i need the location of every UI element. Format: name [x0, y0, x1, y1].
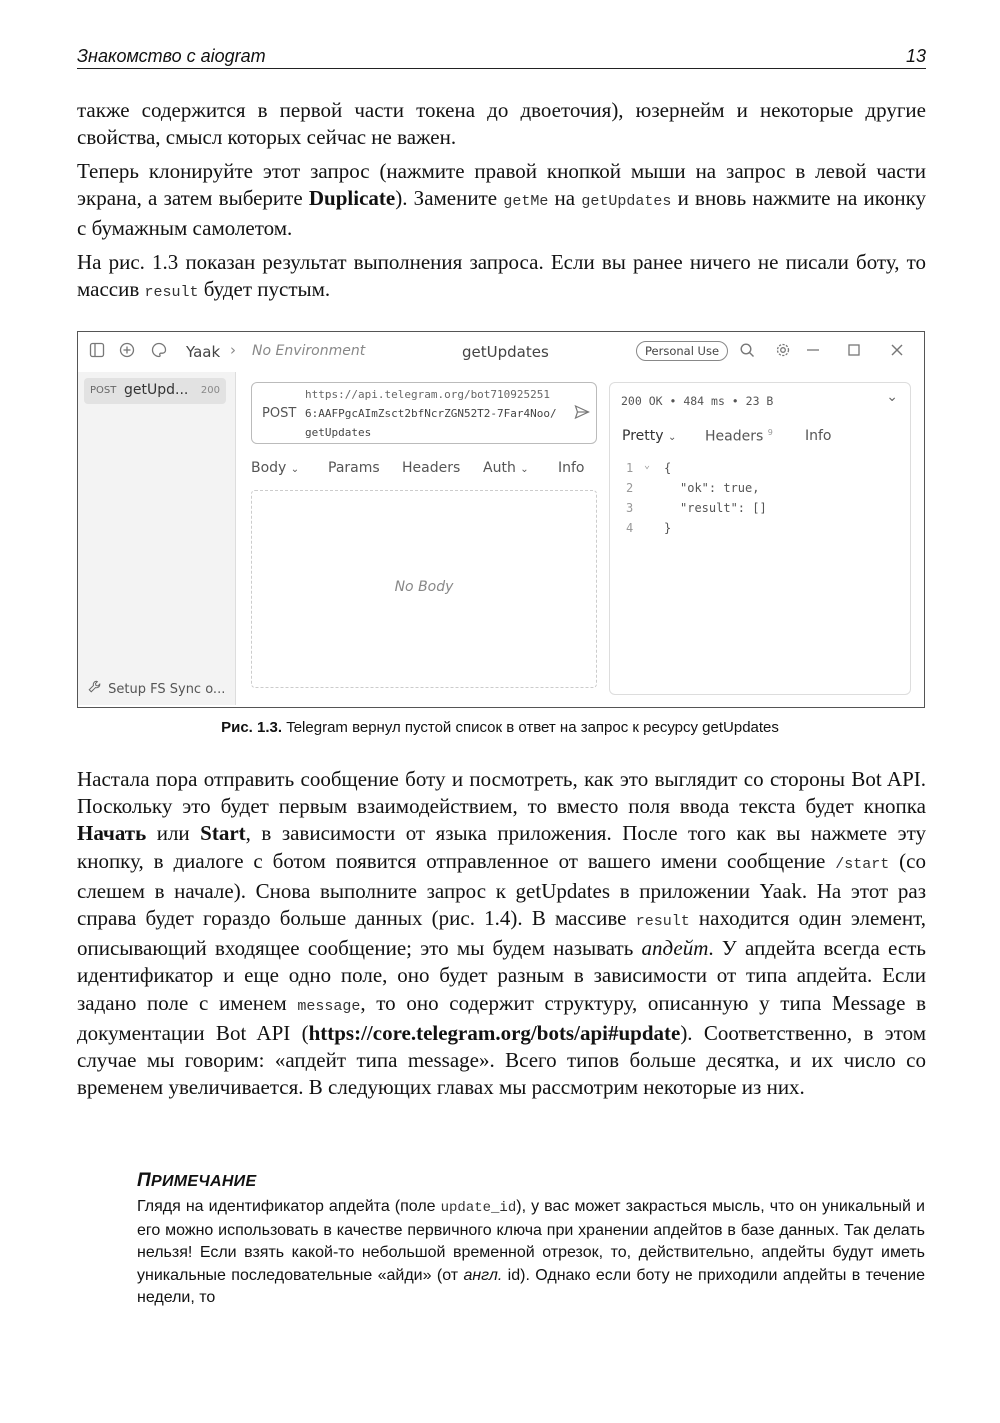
response-size: 23 B [745, 394, 774, 408]
line-number: 4 [626, 521, 634, 535]
tab-info[interactable]: Info [558, 460, 585, 476]
code-line: } [664, 521, 672, 535]
sidebar [78, 372, 236, 705]
tab-headers[interactable]: Headers [402, 460, 461, 476]
sidebar-request-item[interactable] [84, 378, 226, 404]
line-number: 1 [626, 461, 634, 475]
tab-response-headers[interactable]: Headers $^9$ [705, 428, 773, 445]
response-panel [609, 382, 911, 695]
tab-params[interactable]: Params [328, 460, 380, 476]
chevron-right-icon: › [230, 341, 236, 359]
minimize-icon[interactable] [804, 342, 822, 360]
url-line-3: getUpdates [305, 426, 372, 439]
palette-icon[interactable] [150, 342, 168, 360]
sidebar-toggle-icon[interactable] [88, 342, 106, 360]
request-name: getUpd... [124, 382, 189, 398]
code-line: { [664, 461, 672, 475]
chevron-down-icon: ⌄ [290, 464, 300, 475]
add-icon[interactable] [118, 342, 136, 360]
line-number: 2 [626, 481, 634, 495]
paragraph-1: также содержится в первой части токена до двоеточия), юзернейм и некоторые другие свойства, смысл которых сейчас не важен. [77, 98, 926, 150]
running-title: Знакомство с aiogram [77, 46, 266, 66]
headers-count: 9 [767, 428, 773, 437]
close-icon[interactable] [888, 342, 906, 360]
environment-selector[interactable]: No Environment [252, 343, 366, 359]
figure-yaak-screenshot [77, 331, 925, 708]
paragraph-4: Настала пора отправить сообщение боту и посмотреть, как это выглядит со стороны Bot API. Поскольку это будет первым взаимодействием, то вместо поля ввода текста будет кнопка Начать или Start, в зависимости от языка приложения. После того как вы нажмете эту кнопку, в диалоге с ботом появится отправленное от вашего имени сообщение /start (со слешем в начале). Снова выполните запрос к getUpdates в приложении Yaak. На этот раз справа будет гораздо больше данных (рис. 1.4). В массиве result находится один элемент, описывающий входящее сообщение; это мы будем называть апдейт. У апдейта всегда есть идентификатор и еще одно поле, оно будет разным в зависимости от типа апдейта. Если задано поле с именем message, то оно содержит структуру, описанную у типа Message в документации Bot API (https://core.telegram.org/bots/api#update). Соответственно, в этом случае мы говорим: «апдейт типа message». Всего типов больше десятка, и их число со временем увеличивается. В следующих главах мы рассмотрим некоторые из них. [77, 767, 926, 1100]
code-line: "ok": true, [680, 481, 760, 495]
url-line-2: 6:AAFPgcAImZsct2bfNcrZGN52T2-7Far4Noo/ [305, 407, 557, 420]
note-text: Глядя на идентификатор апдейта (поле update_id), у вас может закрасться мысль, что он уникальный и его можно использовать в качестве первичного ключа при хранении апдейтов в базе данных. Так делать нельзя! Если взять какой-то небольшой временной отрезок, то, действительно, апдейты будут иметь уникальные последовательные «айди» (от англ. id). Однако если боту не приходили апдейты в течение недели, то [137, 1198, 926, 1306]
url-input[interactable] [251, 382, 597, 444]
search-icon[interactable] [738, 342, 756, 360]
setup-fs-sync-label: Setup FS Sync o... [108, 682, 226, 697]
page-number: 13 [905, 46, 926, 66]
request-status: 200 [200, 385, 220, 396]
response-time: 484 ms [683, 394, 725, 408]
no-body-label: No Body [394, 579, 454, 595]
paragraph-2: Теперь клонируйте этот запрос (нажмите правой кнопкой мыши на запрос в левой части экрана, а затем выберите Duplicate). Замените getMe на getUpdates и вновь нажмите на иконку с бумажным самолетом. [77, 159, 926, 241]
setup-fs-sync[interactable] [88, 680, 225, 697]
caption-label: Рис. 1.3. [221, 719, 283, 736]
chevron-down-icon: ⌄ [667, 432, 677, 443]
title-bar [78, 332, 924, 372]
personal-use-badge[interactable]: Personal Use [636, 341, 728, 361]
url-method[interactable]: POST [262, 406, 297, 421]
response-status-line: 200 OK • 484 ms • 23 B [621, 394, 774, 408]
send-icon[interactable] [574, 404, 590, 424]
paragraph-3: На рис. 1.3 показан результат выполнения запроса. Если вы ранее ничего не писали боту, то массив result будет пустым. [77, 250, 926, 302]
url-line-1: https://api.telegram.org/bot710925251 [305, 388, 551, 401]
running-header [77, 44, 926, 69]
caption-text: Telegram вернул пустой список в ответ на запрос к ресурсу getUpdates [282, 719, 779, 736]
request-title: getUpdates [462, 343, 549, 361]
response-status: 200 OK [621, 394, 663, 408]
code-line: "result": [] [680, 501, 767, 515]
maximize-icon[interactable] [845, 342, 863, 360]
wrench-icon [88, 680, 104, 697]
tab-body[interactable]: Body ⌄ [251, 460, 300, 476]
figure-caption [0, 719, 1000, 736]
line-number: 3 [626, 501, 634, 515]
gear-icon[interactable] [774, 342, 792, 360]
chevron-down-icon[interactable]: ⌄ [886, 389, 898, 405]
tab-auth[interactable]: Auth ⌄ [483, 460, 529, 476]
tab-response-info[interactable]: Info [805, 428, 832, 444]
fold-chevron-icon[interactable]: ⌄ [644, 460, 651, 471]
chevron-down-icon: ⌄ [520, 464, 529, 475]
note-title: ПРИМЕЧАНИЕ [137, 1170, 257, 1191]
request-body-area [251, 490, 597, 688]
workspace-name[interactable]: Yaak [186, 343, 221, 361]
tab-pretty[interactable]: Pretty ⌄ [622, 428, 677, 444]
request-method-badge: POST [90, 385, 117, 396]
